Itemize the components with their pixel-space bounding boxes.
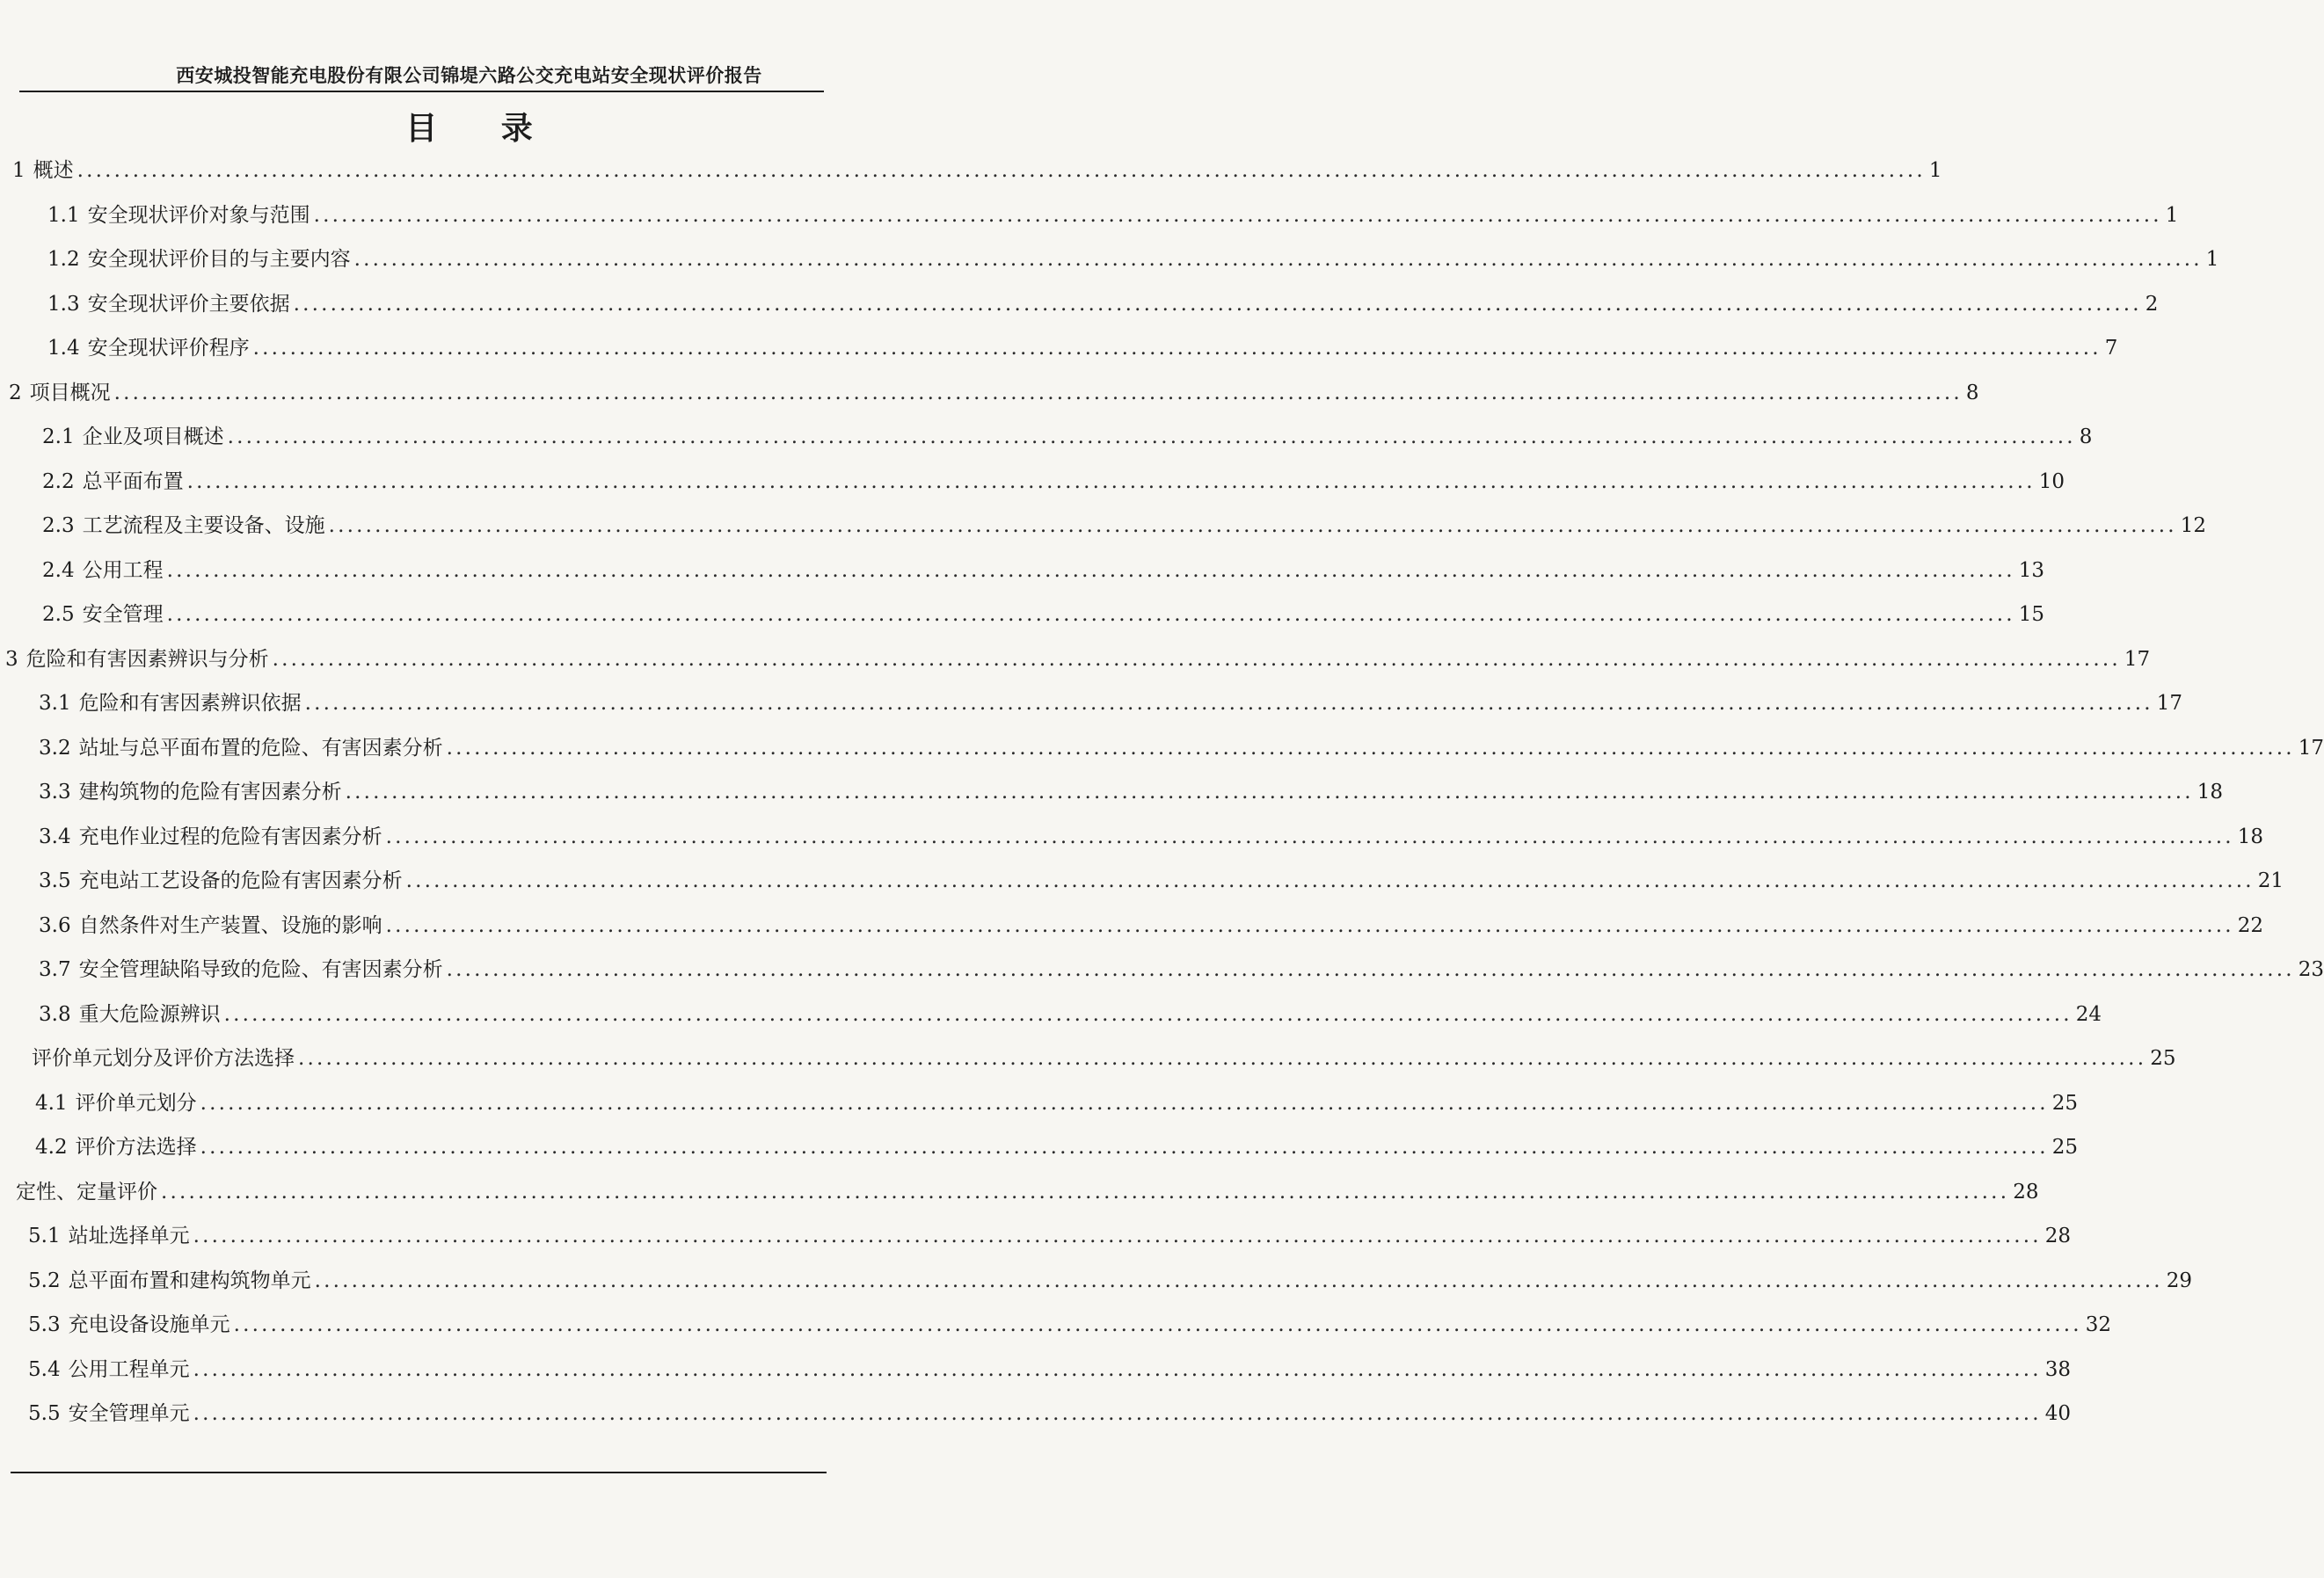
toc-entry[interactable] [42, 553, 2045, 588]
toc-leader-dots: ........................................................................................................................................................................................................ [161, 1181, 2010, 1203]
toc-entry[interactable] [28, 1396, 2072, 1431]
toc-entry-page: 8 [1965, 382, 1979, 404]
toc-entry[interactable] [39, 686, 2183, 721]
toc-entry-title: 总平面布置 [82, 470, 184, 493]
toc-entry-number: 3 [5, 648, 18, 671]
toc-leader-dots: ........................................................................................................................................................................................................ [314, 1269, 2163, 1292]
toc-entry[interactable] [5, 642, 2151, 677]
toc-entry-page: 22 [2237, 914, 2264, 937]
toc-entry-title: 评价单元划分 [75, 1092, 197, 1115]
toc-entry[interactable] [47, 198, 2179, 233]
toc-entry-number: 4.1 [35, 1092, 68, 1115]
toc-entry-title: 建构筑物的危险有害因素分析 [78, 781, 342, 804]
toc-entry-page: 25 [2051, 1136, 2079, 1159]
toc-entry-page: 18 [2237, 825, 2264, 848]
toc-entry-title: 公用工程 [82, 559, 164, 582]
toc-entry[interactable] [39, 819, 2264, 854]
toc-entry-page: 1 [2205, 248, 2219, 271]
toc-entry[interactable] [12, 153, 1942, 188]
toc-entry-page: 13 [2018, 559, 2045, 582]
toc-entry[interactable] [47, 242, 2219, 277]
toc-leader-dots: ........................................................................................................................................................................................................ [353, 248, 2203, 271]
toc-entry-title: 工艺流程及主要设备、设施 [82, 514, 325, 537]
toc-leader-dots: ........................................................................................................................................................................................................ [446, 958, 2295, 981]
toc-entry-title: 定性、定量评价 [16, 1181, 157, 1203]
toc-entry[interactable] [47, 331, 2118, 366]
toc-leader-dots: ........................................................................................................................................................................................................ [298, 1047, 2147, 1070]
toc-entry[interactable] [28, 1263, 2193, 1298]
toc-entry-number: 2.5 [42, 603, 75, 626]
toc-entry-page: 24 [2075, 1003, 2102, 1026]
toc-entry[interactable] [39, 952, 2324, 987]
toc-leader-dots: ........................................................................................................................................................................................................ [200, 1092, 2049, 1115]
toc-entry-page: 38 [2044, 1358, 2072, 1381]
toc-entry-number: 5.4 [28, 1358, 61, 1381]
toc-leader-dots: ........................................................................................................................................................................................................ [186, 470, 2036, 493]
toc-entry-number: 3.4 [39, 825, 71, 848]
toc-entry-number: 1.4 [47, 337, 80, 360]
toc-leader-dots: ........................................................................................................................................................................................................ [227, 425, 2076, 448]
toc-entry-page: 40 [2044, 1402, 2072, 1425]
toc-entry-page: 1 [2165, 204, 2179, 227]
toc-entry-page: 25 [2150, 1047, 2176, 1070]
toc-entry-number: 2.2 [42, 470, 75, 493]
toc-leader-dots: ........................................................................................................................................................................................................ [166, 603, 2015, 626]
footer-divider [11, 1472, 827, 1473]
toc-entry-title: 站址选择单元 [68, 1225, 190, 1247]
toc-entry-number: 1.2 [47, 248, 80, 271]
toc-entry[interactable] [9, 375, 1979, 411]
toc-leader-dots: ........................................................................................................................................................................................................ [446, 737, 2295, 760]
toc-entry-number: 2.1 [42, 425, 75, 448]
toc-leader-dots: ........................................................................................................................................................................................................ [193, 1225, 2042, 1247]
running-header: 西安城投智能充电股份有限公司锦堤六路公交充电站安全现状评价报告 [176, 64, 762, 86]
toc-entry[interactable] [42, 597, 2045, 632]
toc-entry-page: 32 [2085, 1313, 2112, 1336]
toc-entry-title: 评价单元划分及评价方法选择 [32, 1047, 295, 1070]
toc-entry-number: 3.5 [39, 869, 71, 892]
toc-leader-dots: ........................................................................................................................................................................................................ [252, 337, 2102, 360]
toc-entry-page: 18 [2197, 781, 2224, 804]
toc-entry-title: 安全现状评价对象与范围 [87, 204, 310, 227]
header-divider [19, 91, 824, 92]
toc-entry-number: 3.7 [39, 958, 71, 981]
toc-entry-title: 充电作业过程的危险有害因素分析 [78, 825, 382, 848]
toc-entry-number: 5.2 [28, 1269, 61, 1292]
toc-entry-page: 8 [2079, 425, 2093, 448]
toc-entry-page: 12 [2180, 514, 2207, 537]
toc-leader-dots: ........................................................................................................................................................................................................ [200, 1136, 2049, 1159]
toc-entry-title: 概述 [33, 159, 74, 182]
toc-entry-number: 2 [9, 382, 22, 404]
toc-entry-title: 重大危险源辨识 [78, 1003, 221, 1026]
toc-entry[interactable] [39, 908, 2264, 943]
toc-entry[interactable] [39, 731, 2324, 766]
toc-entry-number: 1 [12, 159, 25, 182]
toc-leader-dots: ........................................................................................................................................................................................................ [345, 781, 2194, 804]
toc-entry-title: 安全管理单元 [68, 1402, 190, 1425]
toc-entry-title: 安全现状评价程序 [87, 337, 250, 360]
toc-entry-number: 2.4 [42, 559, 75, 582]
toc-leader-dots: ........................................................................................................................................................................................................ [293, 293, 2142, 316]
toc-leader-dots: ........................................................................................................................................................................................................ [166, 559, 2015, 582]
toc-entry-number: 4.2 [35, 1136, 68, 1159]
toc-entry[interactable] [39, 863, 2284, 898]
toc-entry-number: 3.2 [39, 737, 71, 760]
toc-entry-title: 安全管理 [82, 603, 164, 626]
toc-leader-dots: ........................................................................................................................................................................................................ [313, 204, 2162, 227]
toc-leader-dots: ........................................................................................................................................................................................................ [76, 159, 1926, 182]
toc-entry-page: 17 [2156, 692, 2183, 715]
toc-entry[interactable] [32, 1041, 2176, 1076]
toc-entry-title: 安全管理缺陷导致的危险、有害因素分析 [78, 958, 443, 981]
toc-entry-page: 17 [2124, 648, 2151, 671]
toc-entry-title: 站址与总平面布置的危险、有害因素分析 [78, 737, 443, 760]
toc-entry-number: 1.3 [47, 293, 80, 316]
toc-entry[interactable] [47, 287, 2159, 322]
toc-entry-title: 项目概况 [29, 382, 111, 404]
toc-entry[interactable] [35, 1086, 2079, 1121]
toc-entry[interactable] [42, 419, 2093, 454]
toc-leader-dots: ........................................................................................................................................................................................................ [193, 1402, 2042, 1425]
page-title: 目 录 [405, 110, 559, 147]
toc-entry[interactable] [28, 1307, 2112, 1342]
toc-entry-title: 自然条件对生产装置、设施的影响 [78, 914, 382, 937]
toc-entry-page: 29 [2166, 1269, 2193, 1292]
toc-entry-page: 25 [2051, 1092, 2079, 1115]
toc-entry-page: 17 [2298, 737, 2324, 760]
toc-entry-page: 28 [2013, 1181, 2039, 1203]
toc-entry[interactable] [16, 1174, 2039, 1210]
toc-entry-page: 23 [2298, 958, 2324, 981]
toc-leader-dots: ........................................................................................................................................................................................................ [193, 1358, 2042, 1381]
toc-leader-dots: ........................................................................................................................................................................................................ [385, 825, 2234, 848]
toc-entry-page: 10 [2038, 470, 2065, 493]
toc-entry-title: 充电设备设施单元 [68, 1313, 230, 1336]
toc-entry-title: 总平面布置和建构筑物单元 [68, 1269, 311, 1292]
toc-leader-dots: ........................................................................................................................................................................................................ [405, 869, 2255, 892]
toc-entry-title: 评价方法选择 [75, 1136, 197, 1159]
toc-entry[interactable] [39, 997, 2102, 1032]
toc-leader-dots: ........................................................................................................................................................................................................ [272, 648, 2121, 671]
toc-leader-dots: ........................................................................................................................................................................................................ [113, 382, 1963, 404]
toc-entry-page: 28 [2044, 1225, 2072, 1247]
toc-entry[interactable] [35, 1130, 2079, 1165]
toc-entry-number: 3.8 [39, 1003, 71, 1026]
toc-entry-number: 2.3 [42, 514, 75, 537]
toc-leader-dots: ........................................................................................................................................................................................................ [304, 692, 2153, 715]
toc-entry-page: 7 [2104, 337, 2118, 360]
toc-entry[interactable] [28, 1218, 2072, 1254]
toc-entry-page: 21 [2257, 869, 2284, 892]
toc-entry-title: 危险和有害因素辨识依据 [78, 692, 302, 715]
toc-entry-page: 2 [2145, 293, 2159, 316]
toc-entry-number: 3.3 [39, 781, 71, 804]
toc-entry-title: 企业及项目概述 [82, 425, 224, 448]
toc-entry[interactable] [42, 508, 2207, 543]
toc-entry[interactable] [28, 1352, 2072, 1387]
toc-entry-title: 充电站工艺设备的危险有害因素分析 [78, 869, 403, 892]
toc-entry-number: 3.1 [39, 692, 71, 715]
toc-entry[interactable] [39, 774, 2224, 810]
toc-entry-page: 15 [2018, 603, 2045, 626]
toc-leader-dots: ........................................................................................................................................................................................................ [233, 1313, 2082, 1336]
toc-leader-dots: ........................................................................................................................................................................................................ [223, 1003, 2073, 1026]
toc-entry-number: 5.3 [28, 1313, 61, 1336]
toc-entry-number: 3.6 [39, 914, 71, 937]
toc-entry-number: 5.1 [28, 1225, 61, 1247]
toc-leader-dots: ........................................................................................................................................................................................................ [328, 514, 2177, 537]
toc-entry-title: 安全现状评价目的与主要内容 [87, 248, 351, 271]
toc-entry-title: 公用工程单元 [68, 1358, 190, 1381]
toc-entry[interactable] [42, 464, 2065, 499]
toc-entry-number: 1.1 [47, 204, 80, 227]
toc-leader-dots: ........................................................................................................................................................................................................ [385, 914, 2234, 937]
toc-entry-title: 安全现状评价主要依据 [87, 293, 290, 316]
toc-entry-title: 危险和有害因素辨识与分析 [25, 648, 269, 671]
toc-entry-page: 1 [1928, 159, 1942, 182]
toc-entry-number: 5.5 [28, 1402, 61, 1425]
